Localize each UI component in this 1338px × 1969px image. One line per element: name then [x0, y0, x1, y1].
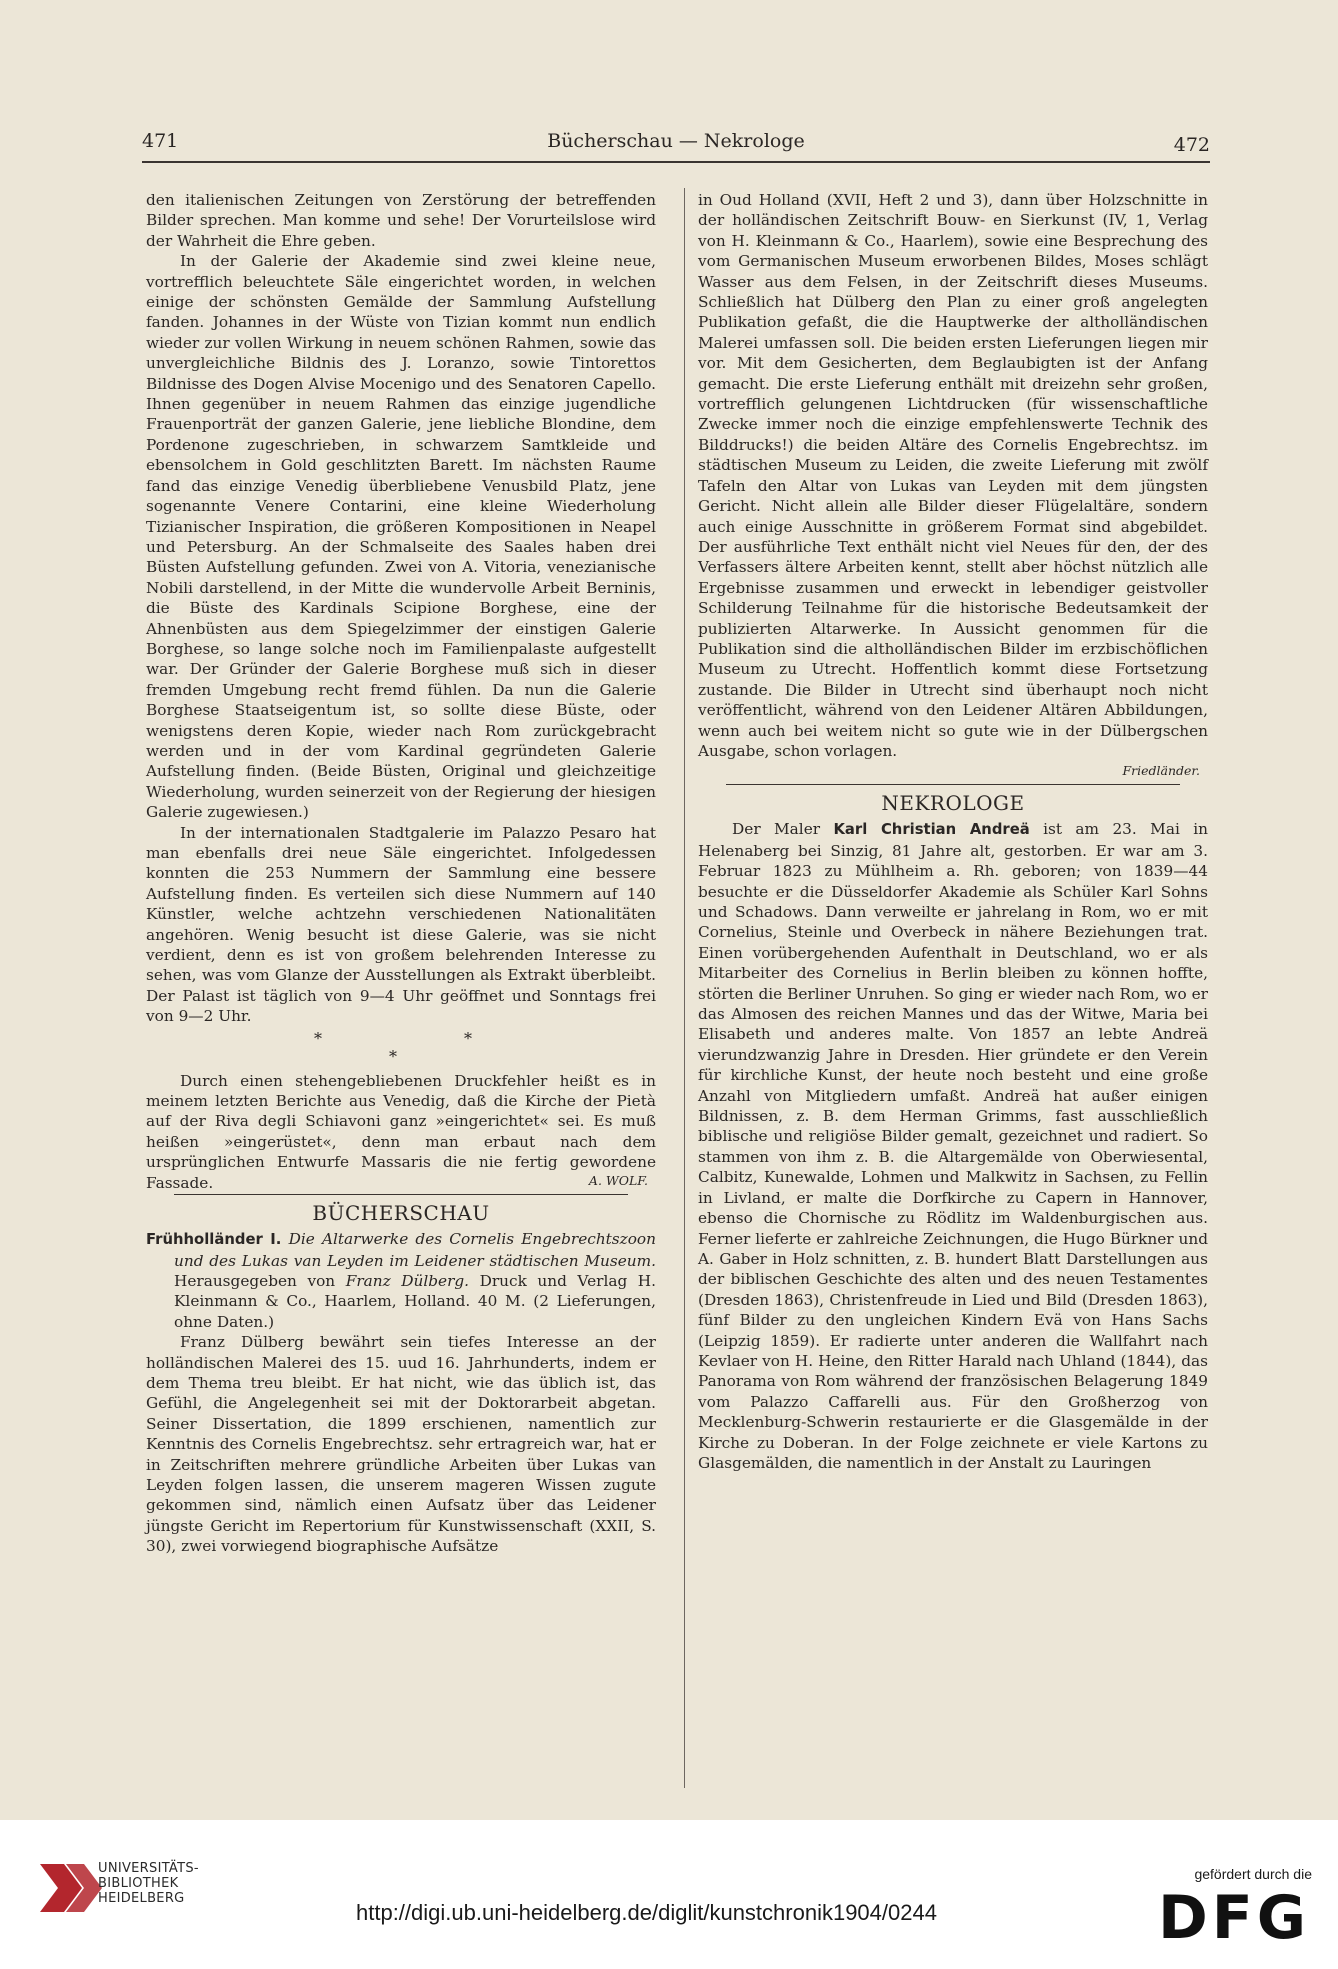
person-name: Karl Christian Andreä [833, 821, 1030, 839]
text: Der Maler [732, 820, 821, 839]
left-page-number: 471 [142, 130, 179, 152]
paragraph: Franz Dülberg bewährt sein tiefes Interesse an der holländischen Malerei des 15. uud 16. Jahrhunderts, indem er dem Thema treu bleibt. Er hat nicht, wie das üblich ist, das Gefühl, die Angelegenheit sei mit der Doktorarbeit abgetan. Seiner Dissertation, die 1899 erschienen, namentlich zur Kenntnis des Cornelis Engebrechtsz. sehr ertragreich war, hat er in Zeitschriften mehrere gründliche Arbeiten über Lukas van Leyden folgen lassen, die unserem mageren Wissen zugute gekommen sind, nämlich einen Aufsatz über das Leidener jüngste Gericht im Repertorium für Kunstwissenschaft (XXII, S. 30), zwei vorwiegend biographische Aufsätze [146, 1333, 656, 1556]
library-line: HEIDELBERG [98, 1891, 185, 1906]
entry-title: Frühholländer I. [146, 1231, 282, 1249]
paragraph: In der Galerie der Akademie sind zwei kleine neue, vortrefflich beleuchtete Säle eingerichtet worden, in welchen einige der schönsten Gemälde der Sammlung Aufstellung fanden. Johannes in der Wüste von Tizian kommt nun endlich wieder zur vollen Wirkung in neuem schönen Rahmen, sowie das unvergleichliche Bildnis des J. Loranzo, sowie Tintorettos Bildnisse des Dogen Alvise Mocenigo und des Senatoren Capello. Ihnen gegenüber in neuem Rahmen das einzige jugendliche Frauenporträt der ganzen Galerie, jene liebliche Blondine, dem Pordenone zugeschrieben, in schwarzem Samtkleide und ebensolchem in Gold geschlitzten Barett. Im nächsten Raume fand das einzige Venedig überbliebene Venusbild Platz, jene sogenannte Venere Contarini, eine kleine Wiederholung Tizianischer Inspiration, die größeren Kompositionen in Neapel und Petersburg. An der Schmalseite des Saales haben drei Büsten Aufstellung gefunden. Zwei von A. Vitoria, venezianische Nobili darstellend, in der Mitte die wundervolle Arbeit Berninis, die Büste des Kardinals Scipione Borghese, eine der Ahnenbüsten aus dem Spiegelzimmer der einstigen Galerie Borghese, so lange solche noch im Familienpalaste aufgestellt war. Der Gründer der Galerie Borghese muß sich in dieser fremden Umgebung recht fremd fühlen. Da nun die Galerie Borghese Staatseigentum ist, so sollte diese Büste, oder wenigstens deren Kopie, wieder nach Rom zurückgebracht werden und in der vom Kardinal gegründeten Galerie Aufstellung finden. (Beide Büsten, Original und gleichzeitige Wiederholung, wurden seinerzeit von der Regierung der hiesigen Galerie zugewiesen.) [146, 252, 656, 822]
header-rule [142, 161, 1210, 163]
asterisk: * [389, 1046, 397, 1066]
paragraph: In der internationalen Stadtgalerie im Palazzo Pesaro hat man ebenfalls drei neue Säle eingerichtet. Infolgedessen konnten die 253 Nummern der Sammlung eine bessere Aufstellung finden. Es verteilen sich diese Nummern auf 140 Künstler, welche achtzehn verschiedenen Nationalitäten angehören. Wenig besucht ist diese Galerie, was sie nicht verdient, denn es ist von großem belehrenden Interesse zu sehen, was vom Glanze der Ausstellungen als Extrakt überbleibt. Der Palast ist täglich von 9—4 Uhr geöffnet und Sonntags frei von 9—2 Uhr. [146, 823, 656, 1026]
source-url-link[interactable]: http://digi.ub.uni-heidelberg.de/diglit/kunstchronik1904/0244 [356, 1900, 937, 1925]
library-name [98, 1861, 199, 1906]
entry-editor: Franz Dülberg. [345, 1271, 470, 1290]
section-title: BÜCHERSCHAU [312, 1201, 490, 1226]
text: ist am 23. Mai in Helenaberg bei Sinzig, 81 Jahre alt, gestorben. Er war am 3. Februar 1823 zu Mühlheim a. Rh. geboren; von 1839—44 besuchte er die Düsseldorfer Akademie als Schüler Karl Sohns und Schadows. Dann verweilte er jahrelang in Rom, wo er mit Cornelius, Steinle und Overbeck in nähere Beziehungen trat. Einen vorübergehenden Aufenthalt in Deutschland, wo er als Mitarbeiter des Cornelius in Berlin bleiben zu können hoffte, störten die Berliner Unruhen. So ging er wieder nach Rom, wo er das Almosen des reichen Mannes und das der Witwe, Maria bei Elisabeth und anderes malte. Von 1857 an lebte Andreä vierundzwanzig Jahre in Dresden. Hier gründete er den Verein für kirchliche Kunst, der heute noch besteht und eine große Anzahl von Mitgliedern umfaßt. Andreä hat außer einigen Bildnissen, z. B. dem Herman Grimms, fast ausschließlich biblische und religiöse Bilder gemalt, gezeichnet und radiert. So stammen von ihm z. B. die Altargemälde von Oberwiesental, Calbitz, Kunewalde, Lohmen und Malkwitz in Sachsen, zu Fellin in Livland, er malte die Dorfkirche zu Capern in Hannover, ebenso die Chornische zu Rödlitz im Waldenburgischen aus. Ferner lieferte er zahlreiche Zeichnungen, die Hugo Bürkner und A. Gaber in Holz schnitten, z. B. hundert Blatt Darstellungen aus der biblischen Geschichte des alten und des neuen Testamentes (Dresden 1863), Christenfreude in Lied und Bild (Dresden 1863), fünf Bilder zu den ungleichen Kindern Evä von Hans Sachs (Leipzig 1859). Er radierte unter anderen die Wallfahrt nach Kevlaer von H. Heine, den Ritter Harald nach Uhland (1844), das Panorama von Rom während der französischen Belagerung 1849 vom Palazzo Caffarelli aus. Für den Großherzog von Mecklenburg-Schwerin restaurierte er die Glasgemälde in der Kirche zu Doberan. In der Folge zeichnete er viele Kartons zu Glasgemälden, die namentlich in der Anstalt zu Lauringen [698, 820, 1208, 1472]
section-asterisks [146, 1027, 656, 1071]
paragraph: den italienischen Zeitungen von Zerstörung der betreffenden Bilder sprechen. Man komme und sehe! Der Vorurteilslose wird der Wahrheit die Ehre geben. [146, 191, 656, 250]
asterisk: * [314, 1028, 322, 1048]
right-column [698, 190, 1208, 1473]
signature: A. WOLF. [588, 1173, 648, 1189]
left-column [146, 190, 656, 1557]
page-header [142, 130, 1210, 158]
column-divider [684, 188, 685, 1788]
section-rule [174, 1194, 628, 1195]
funding-text: gefördert durch die [1194, 1866, 1312, 1882]
entry-publisher: Druck und Verlag H. Kleinmann & Co., Haarlem, Holland. 40 M. (2 Lieferungen, ohne Daten.) [174, 1271, 656, 1331]
library-line: UNIVERSITÄTS- [98, 1861, 199, 1876]
paragraph: Durch einen stehengebliebenen Druckfehler heißt es in meinem letzten Berichte aus Venedig, daß die Kirche der Pietà auf der Riva degli Schiavoni ganz »eingerichtet« sei. Es muß heißen »eingerüstet«, denn man erbaut nach dem ursprünglichen Entwurfe Massaris die nie fertig gewordene Fassade. [146, 1071, 656, 1192]
signature: Friedländer. [1122, 763, 1200, 779]
library-line: BIBLIOTHEK [98, 1876, 179, 1891]
running-title: Bücherschau — Nekrologe [547, 130, 805, 152]
footer [0, 1820, 1338, 1969]
section-title: NEKROLOGE [881, 791, 1025, 816]
paragraph: in Oud Holland (XVII, Heft 2 und 3), dann über Holzschnitte in der holländischen Zeitschrift Bouw- en Sierkunst (IV, 1, Verlag von H. Kleinmann & Co., Haarlem), sowie eine Besprechung des vom Germanischen Museum erworbenen Bildes, Moses schlägt Wasser aus dem Felsen, in der Zeitschrift dieses Museums. Schließlich hat Dülberg den Plan zu einer groß angelegten Publikation gefaßt, die die Hauptwerke der altholländischen Malerei umfassen soll. Die beiden ersten Lieferungen liegen mir vor. Mit dem Gesicherten, dem Beglaubigten ist der Anfang gemacht. Die erste Lieferung enthält mit dreizehn sehr großen, vortrefflich gelungenen Lichtdrucken (für wissenschaftliche Zwecke immer noch die einzige empfehlenswerte Technik des Bilddrucks!) die beiden Altäre des Cornelis Engebrechtsz. im städtischen Museum zu Leiden, die zweite Lieferung mit zwölf Tafeln den Altar von Lukas van Leyden mit dem jüngsten Gericht. Nicht allein alle Bilder dieser Flügelaltäre, sondern auch einige Ausschnitte in größerem Format sind abgebildet. Der ausführliche Text enthält nicht viel Neues für den, der des Verfassers ältere Arbeiten kennt, stellt aber höchst nützlich alle Ergebnisse zusammen und erweckt in lebendiger geistvoller Schilderung Teilnahme für die historische Bedeutsamkeit der publizierten Altarwerke. In Aussicht genommen für die Publikation sind die altholländischen Bilder im erzbischöflichen Museum zu Utrecht. Hoffentlich kommt diese Fortsetzung zustande. Die Bilder in Utrecht sind überhaupt noch nicht veröffentlicht, während von den Leidener Altären Abbildungen, wenn auch bei weitem nicht so gute wie in der Dülbergschen Ausgabe, schon vorlagen. [698, 191, 1208, 760]
bibliography-entry [146, 1229, 656, 1332]
entry-work-title: Die Altarwerke des Cornelis Engebrechtszoon und des Lukas van Leyden im Leidener städtischen Museum. [174, 1230, 656, 1270]
asterisk: * [464, 1028, 472, 1048]
right-page-number: 472 [1173, 134, 1210, 156]
entry-text: Herausgegeben von [174, 1271, 336, 1290]
section-rule [726, 784, 1180, 785]
obituary-paragraph [698, 819, 1208, 1473]
dfg-logo: DFG [1157, 1883, 1310, 1953]
